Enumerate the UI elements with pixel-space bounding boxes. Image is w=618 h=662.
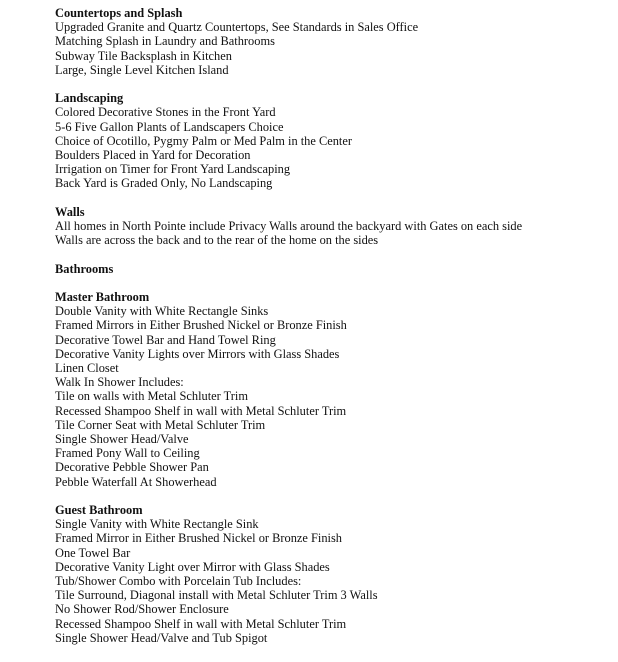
list-item: Walk In Shower Includes: [55,375,184,390]
section-walls [55,205,605,248]
section-countertops [55,6,605,77]
list-item: Tile on walls with Metal Schluter Trim [55,389,248,404]
list-item: Double Vanity with White Rectangle Sinks [55,304,269,319]
list-item: Framed Mirror in Either Brushed Nickel or Bronze Finish [55,531,342,546]
list-item: Linen Closet [55,361,119,376]
section-master-bathroom [55,290,605,489]
list-item: Boulders Placed in Yard for Decoration [55,148,251,163]
list-item: One Towel Bar [55,545,131,560]
list-item: Upgraded Granite and Quartz Countertops, See Standards in Sales Office [55,20,419,35]
list-item: Walls are across the back and to the rear of the home on the sides [55,233,379,248]
section-heading: Landscaping [55,91,124,106]
spacer [55,77,605,91]
spacer [55,276,605,290]
list-item: Decorative Vanity Light over Mirror with Glass Shades [55,559,330,574]
list-item: Matching Splash in Laundry and Bathrooms [55,34,275,49]
list-item: Back Yard is Graded Only, No Landscaping [55,176,273,191]
list-item: Single Shower Head/Valve and Tub Spigot [55,630,268,645]
list-item: Colored Decorative Stones in the Front Yard [55,105,276,120]
list-item: Decorative Pebble Shower Pan [55,460,209,475]
list-item: No Shower Rod/Shower Enclosure [55,602,229,617]
list-item: Subway Tile Backsplash in Kitchen [55,48,232,63]
section-guest-bathroom [55,503,605,645]
list-item: Framed Mirrors in Either Brushed Nickel or Bronze Finish [55,318,347,333]
section-bathrooms [55,262,605,276]
spacer [55,191,605,205]
list-item: Choice of Ocotillo, Pygmy Palm or Med Palm in the Center [55,133,352,148]
section-heading: Master Bathroom [55,290,150,304]
list-item: Framed Pony Wall to Ceiling [55,446,200,461]
list-item: 5-6 Five Gallon Plants of Landscapers Choice [55,119,284,134]
list-item: Decorative Vanity Lights over Mirrors with Glass Shades [55,346,340,361]
list-item: Single Shower Head/Valve [55,432,189,447]
list-item: Single Vanity with White Rectangle Sink [55,517,259,532]
section-landscaping [55,91,605,190]
document-page [55,6,605,645]
list-item: Recessed Shampoo Shelf in wall with Metal Schluter Trim [55,403,347,418]
section-heading: Walls [55,204,85,219]
list-item: Tub/Shower Combo with Porcelain Tub Includes: [55,574,302,589]
section-heading: Guest Bathroom [55,503,143,518]
list-item: Tile Surround, Diagonal install with Metal Schluter Trim 3 Walls [55,588,378,603]
list-item: Decorative Towel Bar and Hand Towel Ring [55,332,276,347]
list-item: All homes in North Pointe include Privacy Walls around the backyard with Gates on each side [55,219,523,234]
list-item: Recessed Shampoo Shelf in wall with Metal Schluter Trim [55,616,347,631]
spacer [55,489,605,503]
section-heading: Countertops and Splash [55,6,183,20]
list-item: Tile Corner Seat with Metal Schluter Trim [55,417,266,432]
list-item: Irrigation on Timer for Front Yard Landscaping [55,162,291,177]
list-item: Large, Single Level Kitchen Island [55,62,229,77]
list-item: Pebble Waterfall At Showerhead [55,474,217,489]
spacer [55,247,605,261]
section-heading: Bathrooms [55,261,114,276]
